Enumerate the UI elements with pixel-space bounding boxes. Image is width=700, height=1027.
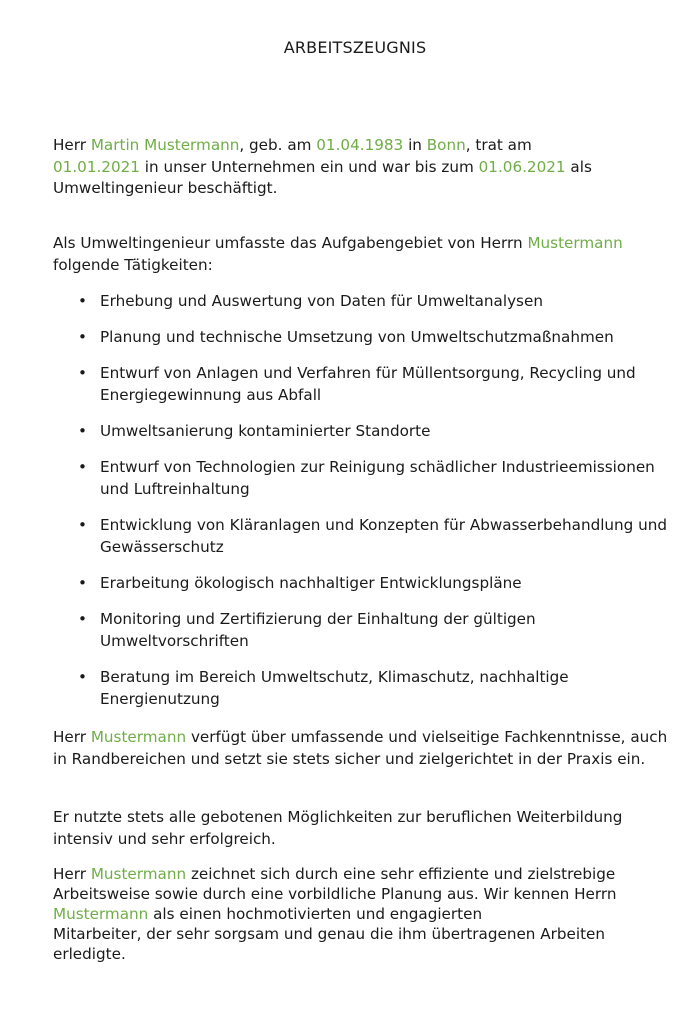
- employee-name: Martin Mustermann: [90, 136, 240, 154]
- tasks-intro-paragraph: [53, 233, 673, 276]
- tasks-intro-text-2: folgende Tätigkeiten:: [53, 255, 213, 274]
- task-text: Erarbeitung ökologisch nachhaltiger Entwicklungspläne: [100, 574, 522, 592]
- intro-text-4: in unser Unternehmen ein und war bis zum: [144, 157, 474, 176]
- bullet: •: [78, 328, 87, 346]
- task-text: Entwicklung von Kläranlagen und Konzepten für Abwasserbehandlung und Gewässerschutz: [100, 516, 668, 556]
- list-item: [53, 514, 673, 558]
- end-date: 01.06.2021: [478, 157, 566, 176]
- bullet: •: [78, 610, 87, 628]
- employee-surname: Mustermann: [90, 865, 187, 883]
- list-item: [53, 572, 673, 594]
- list-item: [53, 326, 673, 348]
- employee-surname: Mustermann: [53, 905, 149, 923]
- document-title: ARBEITSZEUGNIS: [283, 38, 427, 57]
- employee-surname: Mustermann: [90, 728, 187, 746]
- bullet: •: [78, 574, 87, 592]
- work-style-paragraph: [53, 864, 673, 964]
- bullet: •: [78, 668, 87, 686]
- task-list: [53, 290, 673, 724]
- intro-paragraph: [53, 135, 673, 200]
- intro-text-3: , trat am: [465, 136, 532, 154]
- intro-text-2: in: [408, 136, 422, 154]
- list-item: [53, 420, 673, 442]
- work-style-text-3: als einen hochmotivierten und engagierten: [153, 905, 483, 923]
- salutation: Herr: [53, 136, 86, 154]
- employee-surname: Mustermann: [527, 234, 623, 252]
- knowledge-text-2: verfügt über umfassende und vielseitige Fachkenntnisse, auch in Randbereichen und setzt sie stets sicher und zielgerichtet in der Praxis ein.: [53, 728, 668, 768]
- intro-text-6: Umweltingenieur beschäftigt.: [53, 179, 278, 197]
- intro-text-1: , geb. am: [239, 136, 312, 154]
- bullet: •: [78, 516, 87, 534]
- knowledge-text-1: Herr: [53, 728, 86, 746]
- list-item: [53, 666, 673, 710]
- task-text: Umweltsanierung kontaminierter Standorte: [100, 422, 431, 440]
- birth-date: 01.04.1983: [316, 136, 404, 154]
- work-style-text-2: zeichnet sich durch eine sehr effiziente und zielstrebige Arbeitsweise sowie durch eine vorbildliche Planung aus. Wir kennen Herrn: [53, 865, 617, 903]
- bullet: •: [78, 292, 87, 310]
- task-text: Erhebung und Auswertung von Daten für Umweltanalysen: [100, 292, 543, 310]
- list-item: [53, 608, 673, 652]
- work-style-text-4: Mitarbeiter, der sehr sorgsam und genau die ihm übertragenen Arbeiten erledigte.: [53, 925, 606, 963]
- tasks-intro-text-1: Als Umweltingenieur umfasste das Aufgabengebiet von Herrn: [53, 234, 523, 252]
- bullet: •: [78, 422, 87, 440]
- task-text: Beratung im Bereich Umweltschutz, Klimaschutz, nachhaltige Energienutzung: [100, 668, 569, 708]
- task-text: Monitoring und Zertifizierung der Einhaltung der gültigen Umweltvorschriften: [100, 610, 536, 650]
- intro-text-5: als: [570, 157, 592, 176]
- list-item: [53, 456, 673, 500]
- knowledge-paragraph: [53, 726, 673, 770]
- work-style-text-1: Herr: [53, 865, 86, 883]
- task-text: Entwurf von Technologien zur Reinigung schädlicher Industrieemissionen und Luftreinhaltung: [100, 458, 655, 498]
- task-text: Entwurf von Anlagen und Verfahren für Müllentsorgung, Recycling und Energiegewinnung aus Abfall: [100, 364, 636, 404]
- list-item: [53, 290, 673, 312]
- bullet: •: [78, 458, 87, 476]
- training-paragraph: Er nutzte stets alle gebotenen Möglichkeiten zur beruflichen Weiterbildung intensiv und sehr erfolgreich.: [53, 808, 623, 848]
- birth-place: Bonn: [426, 136, 466, 154]
- task-text: Planung und technische Umsetzung von Umweltschutzmaßnahmen: [100, 328, 614, 346]
- list-item: [53, 362, 673, 406]
- bullet: •: [78, 364, 87, 382]
- start-date: 01.01.2021: [53, 157, 140, 176]
